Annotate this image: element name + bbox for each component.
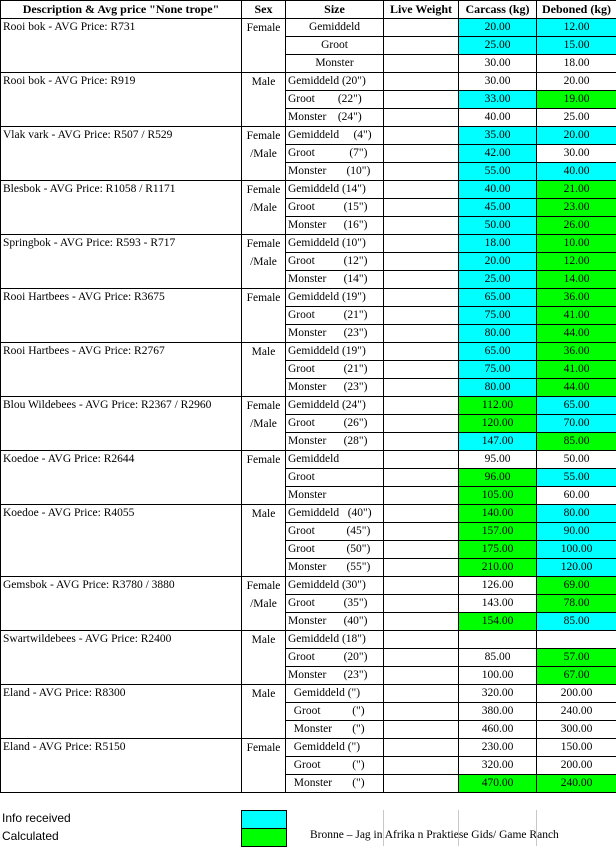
deboned-cell: 69.00 [537, 577, 616, 595]
size-cell: Groot (21") [286, 307, 384, 325]
header-row [1, 1, 616, 19]
size-cell: Monster (23") [286, 667, 384, 685]
size-cell: Groot (22") [286, 91, 384, 109]
carcass-cell: 460.00 [459, 721, 537, 739]
deboned-cell: 41.00 [537, 307, 616, 325]
carcass-cell: 45.00 [459, 199, 537, 217]
deboned-cell: 240.00 [537, 703, 616, 721]
deboned-cell: 12.00 [537, 19, 616, 37]
carcass-cell: 380.00 [459, 703, 537, 721]
animal-description: Vlak vark - AVG Price: R507 / R529 [1, 127, 242, 181]
sex-cell [242, 235, 286, 289]
size-cell: Groot (50") [286, 541, 384, 559]
sex-label: Male [251, 688, 276, 700]
size-cell: Monster (") [286, 721, 384, 739]
sex-label: Male [251, 76, 276, 88]
size-cell: Groot [286, 37, 384, 55]
header-deboned: Deboned (kg) [537, 1, 616, 19]
animal-description: Blou Wildebees - AVG Price: R2367 / R2960 [1, 397, 242, 451]
carcass-cell: 18.00 [459, 235, 537, 253]
legend-green-swatch [241, 828, 287, 847]
live-weight-cell [384, 73, 459, 91]
animal-description: Rooi bok - AVG Price: R919 [1, 73, 242, 127]
animal-description: Rooi Hartbees - AVG Price: R2767 [1, 343, 242, 397]
animal-description: Koedoe - AVG Price: R2644 [1, 451, 242, 505]
deboned-cell: 41.00 [537, 361, 616, 379]
carcass-cell: 42.00 [459, 145, 537, 163]
deboned-cell: 44.00 [537, 325, 616, 343]
sex-label: Female [246, 580, 281, 592]
carcass-cell: 210.00 [459, 559, 537, 577]
size-cell: Groot (15") [286, 199, 384, 217]
sex-cell [242, 181, 286, 235]
deboned-cell: 120.00 [537, 559, 616, 577]
size-cell: Monster (28") [286, 433, 384, 451]
live-weight-cell [384, 451, 459, 469]
legend-info-received [0, 810, 616, 828]
sex-label: /Male [250, 418, 277, 430]
sex-label: Male [251, 508, 276, 520]
sex-cell [242, 19, 286, 73]
size-cell: Monster (40") [286, 613, 384, 631]
header-sex: Sex [242, 1, 286, 19]
carcass-cell: 100.00 [459, 667, 537, 685]
live-weight-cell [384, 649, 459, 667]
header-live-weight: Live Weight [384, 1, 459, 19]
size-cell: Gemiddeld (14") [286, 181, 384, 199]
deboned-cell: 90.00 [537, 523, 616, 541]
sex-cell [242, 289, 286, 343]
live-weight-cell [384, 253, 459, 271]
deboned-cell: 18.00 [537, 55, 616, 73]
live-weight-cell [384, 631, 459, 649]
size-cell: Groot (") [286, 703, 384, 721]
animal-description: Rooi Hartbees - AVG Price: R3675 [1, 289, 242, 343]
deboned-cell: 14.00 [537, 271, 616, 289]
sex-label: Female [246, 22, 281, 34]
live-weight-cell [384, 559, 459, 577]
size-cell: Gemiddeld (19") [286, 343, 384, 361]
deboned-cell: 20.00 [537, 127, 616, 145]
size-cell: Groot [286, 469, 384, 487]
carcass-cell: 25.00 [459, 37, 537, 55]
carcass-cell: 75.00 [459, 307, 537, 325]
sex-cell [242, 451, 286, 505]
size-cell: Gemiddeld (40") [286, 505, 384, 523]
live-weight-cell [384, 343, 459, 361]
live-weight-cell [384, 613, 459, 631]
table-body [1, 19, 616, 793]
deboned-cell: 85.00 [537, 613, 616, 631]
animal-description: Koedoe - AVG Price: R4055 [1, 505, 242, 577]
size-cell: Monster (10") [286, 163, 384, 181]
sex-cell [242, 73, 286, 127]
size-cell: Gemiddeld (10") [286, 235, 384, 253]
carcass-cell: 65.00 [459, 343, 537, 361]
size-cell: Gemiddeld (24") [286, 397, 384, 415]
live-weight-cell [384, 235, 459, 253]
live-weight-cell [384, 487, 459, 505]
carcass-cell: 25.00 [459, 271, 537, 289]
animal-description: Blesbok - AVG Price: R1058 / R1171 [1, 181, 242, 235]
deboned-cell: 19.00 [537, 91, 616, 109]
sex-label: Female [246, 184, 281, 196]
deboned-cell: 70.00 [537, 415, 616, 433]
deboned-cell: 80.00 [537, 505, 616, 523]
carcass-cell: 30.00 [459, 55, 537, 73]
carcass-cell: 112.00 [459, 397, 537, 415]
legend-cyan-swatch [241, 810, 287, 829]
table-row [1, 577, 616, 595]
table-row [1, 73, 616, 91]
header-carcass: Carcass (kg) [459, 1, 537, 19]
deboned-cell: 26.00 [537, 217, 616, 235]
sex-label: Female [246, 454, 281, 466]
live-weight-cell [384, 397, 459, 415]
carcass-cell: 230.00 [459, 739, 537, 757]
live-weight-cell [384, 667, 459, 685]
sex-label: /Male [250, 202, 277, 214]
sex-cell [242, 343, 286, 397]
deboned-cell: 100.00 [537, 541, 616, 559]
table-row [1, 631, 616, 649]
animal-description: Rooi bok - AVG Price: R731 [1, 19, 242, 73]
deboned-cell: 85.00 [537, 433, 616, 451]
live-weight-cell [384, 433, 459, 451]
deboned-cell: 36.00 [537, 343, 616, 361]
header-size: Size [286, 1, 384, 19]
live-weight-cell [384, 145, 459, 163]
live-weight-cell [384, 739, 459, 757]
live-weight-cell [384, 685, 459, 703]
legend-info-received-label: Info received [2, 811, 71, 825]
animal-description: Eland - AVG Price: R8300 [1, 685, 242, 739]
carcass-cell: 105.00 [459, 487, 537, 505]
carcass-cell: 470.00 [459, 775, 537, 793]
animal-description: Eland - AVG Price: R5150 [1, 739, 242, 793]
carcass-cell: 40.00 [459, 109, 537, 127]
deboned-cell: 50.00 [537, 451, 616, 469]
grid-divider [383, 810, 384, 846]
deboned-cell: 12.00 [537, 253, 616, 271]
live-weight-cell [384, 37, 459, 55]
deboned-cell: 67.00 [537, 667, 616, 685]
size-cell: Groot (26") [286, 415, 384, 433]
animal-description: Swartwildebees - AVG Price: R2400 [1, 631, 242, 685]
sex-cell [242, 127, 286, 181]
live-weight-cell [384, 595, 459, 613]
deboned-cell: 78.00 [537, 595, 616, 613]
sex-label: Female [246, 130, 281, 142]
size-cell: Monster (16") [286, 217, 384, 235]
carcass-cell: 147.00 [459, 433, 537, 451]
size-cell: Groot (35") [286, 595, 384, 613]
deboned-cell: 240.00 [537, 775, 616, 793]
deboned-cell: 200.00 [537, 685, 616, 703]
size-cell: Monster [286, 55, 384, 73]
carcass-cell [459, 631, 537, 649]
carcass-cell: 126.00 [459, 577, 537, 595]
carcass-cell: 65.00 [459, 289, 537, 307]
sex-label: Female [246, 292, 281, 304]
size-cell: Groot (45") [286, 523, 384, 541]
size-cell: Groot (") [286, 757, 384, 775]
size-cell: Gemiddeld (4") [286, 127, 384, 145]
sex-label: /Male [250, 256, 277, 268]
deboned-cell: 20.00 [537, 73, 616, 91]
sex-cell [242, 505, 286, 577]
legend-calculated [0, 828, 616, 846]
live-weight-cell [384, 415, 459, 433]
size-cell: Groot (7") [286, 145, 384, 163]
sex-label: /Male [250, 598, 277, 610]
table-row [1, 685, 616, 703]
live-weight-cell [384, 325, 459, 343]
live-weight-cell [384, 91, 459, 109]
live-weight-cell [384, 307, 459, 325]
carcass-cell: 175.00 [459, 541, 537, 559]
deboned-cell: 25.00 [537, 109, 616, 127]
source-note: Bronne – Jag in Afrika n Praktiese Gids/ Game Ranch [310, 829, 559, 841]
carcass-cell: 75.00 [459, 361, 537, 379]
table-row [1, 739, 616, 757]
live-weight-cell [384, 109, 459, 127]
size-cell: Groot (21") [286, 361, 384, 379]
table-row [1, 289, 616, 307]
header-description: Description & Avg price "None trope" [1, 1, 242, 19]
live-weight-cell [384, 523, 459, 541]
live-weight-cell [384, 199, 459, 217]
live-weight-cell [384, 19, 459, 37]
deboned-cell: 65.00 [537, 397, 616, 415]
deboned-cell: 15.00 [537, 37, 616, 55]
carcass-cell: 50.00 [459, 217, 537, 235]
deboned-cell: 40.00 [537, 163, 616, 181]
carcass-cell: 320.00 [459, 685, 537, 703]
live-weight-cell [384, 361, 459, 379]
size-cell: Monster (14") [286, 271, 384, 289]
live-weight-cell [384, 379, 459, 397]
table-row [1, 397, 616, 415]
live-weight-cell [384, 181, 459, 199]
sex-cell [242, 577, 286, 631]
live-weight-cell [384, 55, 459, 73]
animal-description: Gemsbok - AVG Price: R3780 / 3880 [1, 577, 242, 631]
sex-cell [242, 631, 286, 685]
carcass-cell: 140.00 [459, 505, 537, 523]
table-row [1, 181, 616, 199]
size-cell: Gemiddeld [286, 19, 384, 37]
live-weight-cell [384, 541, 459, 559]
deboned-cell: 44.00 [537, 379, 616, 397]
carcass-cell: 120.00 [459, 415, 537, 433]
deboned-cell: 300.00 [537, 721, 616, 739]
carcass-cell: 35.00 [459, 127, 537, 145]
table-row [1, 505, 616, 523]
carcass-cell: 154.00 [459, 613, 537, 631]
deboned-cell: 21.00 [537, 181, 616, 199]
table-row [1, 451, 616, 469]
carcass-cell: 80.00 [459, 325, 537, 343]
size-cell: Monster [286, 487, 384, 505]
sex-cell [242, 397, 286, 451]
size-cell: Gemiddeld [286, 451, 384, 469]
deboned-cell: 57.00 [537, 649, 616, 667]
sex-cell [242, 739, 286, 793]
table-row [1, 343, 616, 361]
table-row [1, 127, 616, 145]
live-weight-cell [384, 289, 459, 307]
sex-cell [242, 685, 286, 739]
carcass-cell: 320.00 [459, 757, 537, 775]
carcass-cell: 143.00 [459, 595, 537, 613]
carcass-cell: 40.00 [459, 181, 537, 199]
size-cell: Monster (23") [286, 325, 384, 343]
live-weight-cell [384, 757, 459, 775]
carcass-cell: 85.00 [459, 649, 537, 667]
carcass-cell: 80.00 [459, 379, 537, 397]
live-weight-cell [384, 577, 459, 595]
carcass-cell: 33.00 [459, 91, 537, 109]
deboned-cell: 150.00 [537, 739, 616, 757]
deboned-cell: 23.00 [537, 199, 616, 217]
deboned-cell: 200.00 [537, 757, 616, 775]
size-cell: Groot (20") [286, 649, 384, 667]
carcass-cell: 20.00 [459, 19, 537, 37]
grid-divider [458, 810, 459, 846]
live-weight-cell [384, 703, 459, 721]
size-cell: Gemiddeld (") [286, 739, 384, 757]
legend-calculated-label: Calculated [2, 829, 59, 843]
size-cell: Monster (23") [286, 379, 384, 397]
size-cell: Gemiddeld (30") [286, 577, 384, 595]
size-cell: Monster (55") [286, 559, 384, 577]
animal-description: Springbok - AVG Price: R593 - R717 [1, 235, 242, 289]
carcass-cell: 157.00 [459, 523, 537, 541]
live-weight-cell [384, 163, 459, 181]
carcass-cell: 55.00 [459, 163, 537, 181]
table-row [1, 19, 616, 37]
live-weight-cell [384, 469, 459, 487]
size-cell: Monster (24") [286, 109, 384, 127]
size-cell: Gemiddeld (20") [286, 73, 384, 91]
carcass-cell: 20.00 [459, 253, 537, 271]
deboned-cell: 55.00 [537, 469, 616, 487]
sex-label: Female [246, 742, 281, 754]
size-cell: Groot (12") [286, 253, 384, 271]
deboned-cell: 36.00 [537, 289, 616, 307]
carcass-cell: 96.00 [459, 469, 537, 487]
grid-divider [536, 810, 537, 846]
sex-label: Female [246, 238, 281, 250]
sex-label: Male [251, 634, 276, 646]
deboned-cell: 60.00 [537, 487, 616, 505]
table-row [1, 235, 616, 253]
live-weight-cell [384, 127, 459, 145]
size-cell: Gemiddeld (") [286, 685, 384, 703]
sex-label: Female [246, 400, 281, 412]
carcass-cell: 95.00 [459, 451, 537, 469]
size-cell: Gemiddeld (19") [286, 289, 384, 307]
live-weight-cell [384, 505, 459, 523]
sex-label: Male [251, 346, 276, 358]
sex-label: /Male [250, 148, 277, 160]
live-weight-cell [384, 271, 459, 289]
carcass-cell: 30.00 [459, 73, 537, 91]
deboned-cell: 30.00 [537, 145, 616, 163]
size-cell: Monster (") [286, 775, 384, 793]
live-weight-cell [384, 217, 459, 235]
deboned-cell [537, 631, 616, 649]
size-cell: Gemiddeld (18") [286, 631, 384, 649]
live-weight-cell [384, 775, 459, 793]
deboned-cell: 10.00 [537, 235, 616, 253]
live-weight-cell [384, 721, 459, 739]
